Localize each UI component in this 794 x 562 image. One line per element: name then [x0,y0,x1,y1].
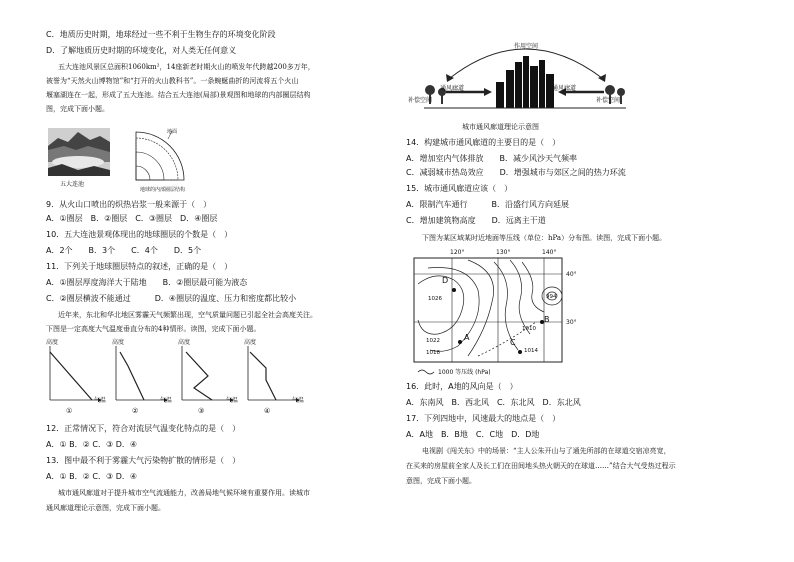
map-point-d: D [442,276,449,285]
chart-3-number: ③ [198,407,205,415]
q10-stem: 10．五大连池景观体现出的地球圈层的个数是（ ） [46,230,233,239]
map-point-b: B [544,315,550,324]
q8-option-d: D．了解地质历史时期的环境变化，对人类无任何意义 [46,46,237,55]
q16-stem: 16．此时，A地的风向是（ ） [406,382,518,391]
q15-stem: 15．城市通风廊道应该（ ） [406,184,513,193]
q14-options-cd: C．减弱城市热岛效应 D．增强城市与郊区之间的热力环流 [406,168,626,177]
diagram-action-space-label: 作用空间 [514,43,539,50]
diagram-caption: 地球的内部圈层结构 [140,187,186,193]
q11-options-cd: C．②圈层横波不能通过 D．④圈层的温度、压力和密度都比较小 [46,294,297,303]
q15-options-cd: C．增加建筑物高度 D．远离主干道 [406,216,546,225]
chart-1-y-label: 高度 [46,339,59,346]
temperature-profile-charts [46,338,305,418]
chart-2-number: ② [132,407,139,415]
passage-b-line2: 下图是一定高度大气温度垂直分布的4种情形。读图，完成下面小题。 [46,325,261,333]
passage-e-line1: 电视剧《闯关东》中的场景：“主人公朱开山与了通先所部的在球道交宿凉亮宽， [422,447,671,455]
passage-d: 下图为某区域某时近地面等压线（单位：hPa）分布图。读图，完成下面小题。 [422,234,667,242]
map-lat-40: 40° [566,271,577,278]
chart-3-y-label: 高度 [178,339,191,346]
map-point-a: A [464,333,470,342]
map-label-1022: 1022 [426,338,440,344]
q11-stem: 11．下列关于地球圈层特点的叙述，正确的是（ ） [46,262,233,271]
map-lat-30: 30° [566,319,577,326]
passage-c-line1: 城市通风廊道对于提升城市空气流通能力，改善局地气候环境有重要作用。读城市 [58,489,310,497]
passage-a-line4: 图，完成下面小题。 [46,105,109,113]
passage-b-line1: 近年来，东北和华北地区雾霾天气频繁出现，空气质量问题已引起全社会高度关注。 [58,311,317,319]
passage-e-line2: 在买来的房屋前全家人及长工们在田间地头热火朝天的在球道……”结合大气受热过程示 [406,462,676,470]
q8-option-c: C．地质历史时期，地球经过一些不利于生物生存的环境变化阶段 [46,30,276,39]
q13-options: A．① B．② C．③ D．④ [46,472,138,481]
passage-c-line2: 通风廊道理论示意图，完成下面小题。 [46,504,165,512]
q11-options-ab: A．①圈层厚度海洋大于陆地 B．②圈层最可能为液态 [46,278,248,287]
q17-stem: 17．下列四地中，风速最大的地点是（ ） [406,414,561,423]
q16-options: A．东南风 B．西北风 C．东北风 D．东北风 [406,398,581,407]
diagram-corridor-right-label: 通风廊道 [552,85,577,92]
diagram-comp-left-label: 补偿空间 [408,97,433,104]
chart-4-x-label: 气温 [292,397,305,404]
passage-e-line3: 意图，完成下面小题。 [406,477,476,485]
diagram-caption: 城市通风廊道理论示意图 [462,123,539,131]
chart-1-x-label: 气温 [94,397,107,404]
q13-stem: 13．图中最不利于雾霾大气污染物扩散的情形是（ ） [46,456,241,465]
q12-options: A．① B．② C．③ D．④ [46,440,138,449]
map-label-1018: 1018 [426,350,440,356]
passage-a-line2: 被誉为“天然火山博物馆”和“打开的火山教科书”。一条蜿蜒曲折的河流将五个火山 [46,77,299,85]
passage-a-line1: 五大连池风景区总面积1060km²，14座新老时期火山的喷发年代跨越200多万年， [58,63,315,71]
diagram-surface-label: 地面 [167,129,178,135]
chart-4-y-label: 高度 [244,339,257,346]
q12-stem: 12．正常情况下，符合对流层气温变化特点的是（ ） [46,424,241,433]
map-label-1014: 1014 [524,348,538,354]
passage-a-line3: 堰塞湖连在一起，形成了五大连池。结合五大连池(局部)景观图和地球的内部圈层结构 [46,91,311,99]
map-point-c: C [510,338,516,347]
diagram-comp-right-label: 补偿空间 [596,97,621,104]
map-label-1026: 1026 [428,296,442,302]
q9-options: A．①圈层 B．②圈层 C．③圈层 D．④圈层 [46,214,218,223]
wudalianchi-photo [48,128,110,176]
map-lon-140: 140° [542,249,557,256]
diagram-corridor-left-label: 通风廊道 [440,85,465,92]
photo-caption: 五大连池 [60,181,85,188]
q14-options-ab: A．增加室内气体排放 B．减少风沙天气频率 [406,154,577,163]
map-lon-130: 130° [496,249,511,256]
chart-1-number: ① [66,407,73,415]
q9-stem: 9．从火山口喷出的炽热岩浆一般来源于（ ） [46,200,212,209]
chart-4-number: ④ [264,407,271,415]
chart-2-y-label: 高度 [112,339,125,346]
q10-options: A．2个 B．3个 C．4个 D．5个 [46,246,202,255]
chart-2-x-label: 气温 [160,397,173,404]
map-legend: 1000 等压线 (hPa) [438,369,491,376]
q14-stem: 14．构建城市通风廊道的主要目的是（ ） [406,138,561,147]
map-label-994: 994 [546,294,557,300]
chart-3-x-label: 气温 [226,397,239,404]
isobar-map [408,250,584,378]
map-label-1010: 1010 [522,326,536,332]
q17-options: A．A地 B．B地 C．C地 D．D地 [406,430,540,439]
q15-options-ab: A．限制汽车通行 B．沿盛行风方向延展 [406,200,569,209]
map-lon-120: 120° [450,249,465,256]
earth-layers-diagram [132,128,194,184]
